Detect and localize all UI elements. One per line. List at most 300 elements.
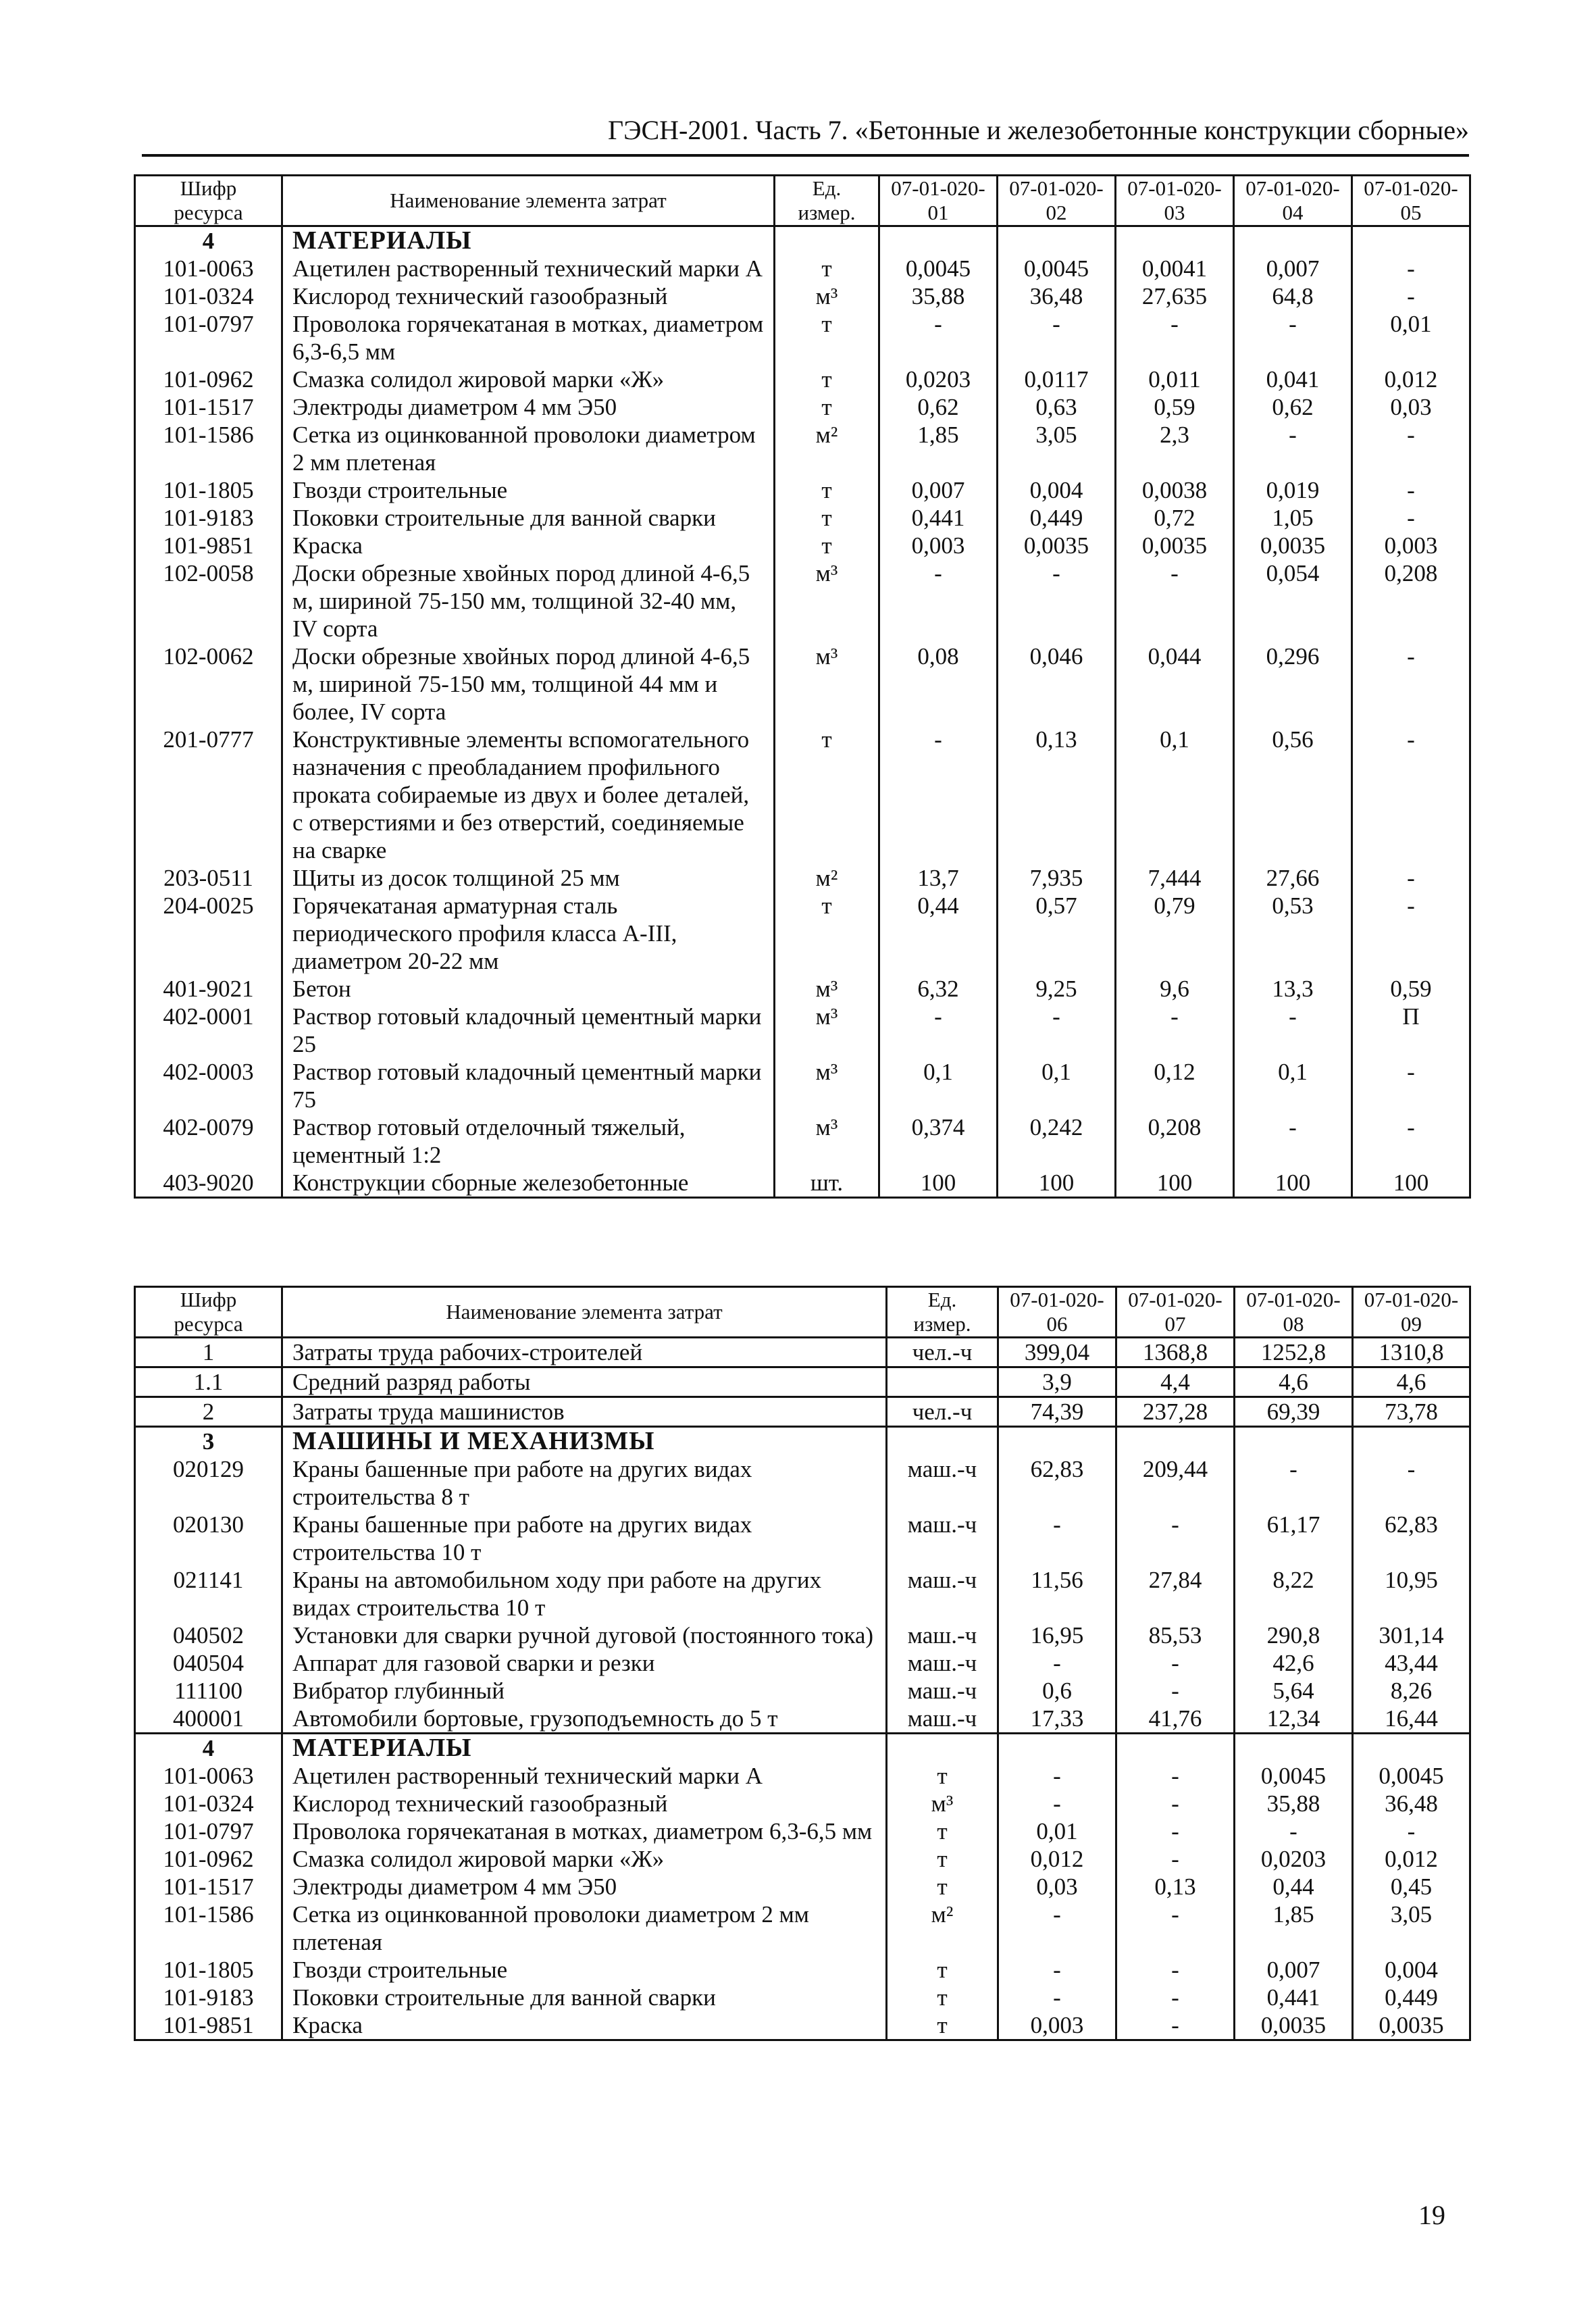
- page-number: 19: [1418, 2200, 1445, 2230]
- value-cell: 41,76: [1116, 1705, 1235, 1734]
- value-cell: 0,44: [1235, 1873, 1353, 1901]
- value-cell: 100: [1352, 1169, 1470, 1198]
- table-row: [135, 1058, 1470, 1113]
- value-cell: 0,012: [1353, 1845, 1470, 1873]
- table-row: [135, 1817, 1470, 1845]
- header-col-8: 07-01-020-08: [1235, 1287, 1353, 1338]
- value-cell: 35,88: [879, 282, 998, 310]
- value-cell: -: [879, 559, 998, 643]
- unit-cell: м²: [887, 1901, 998, 1956]
- element-name-cell: Средний разряд работы: [282, 1367, 887, 1397]
- element-name-cell: Затраты труда рабочих-строителей: [282, 1338, 887, 1367]
- value-cell: 0,041: [1234, 366, 1352, 393]
- resource-code-cell: 3: [135, 1427, 282, 1456]
- resource-code-cell: 111100: [135, 1677, 282, 1705]
- resource-code-cell: 401-9021: [135, 975, 282, 1003]
- element-name-cell: Краска: [282, 532, 775, 559]
- element-name-cell: Аппарат для газовой сварки и резки: [282, 1649, 887, 1677]
- unit-cell: шт.: [775, 1169, 879, 1198]
- value-cell: -: [879, 1003, 998, 1058]
- value-cell: 0,72: [1116, 504, 1234, 532]
- unit-cell: м³: [775, 559, 879, 643]
- value-cell: [1353, 1734, 1470, 1763]
- resource-code-cell: 101-0063: [135, 1762, 282, 1790]
- header-col-6: 07-01-020-06: [998, 1287, 1116, 1338]
- table-row: [135, 1984, 1470, 2011]
- value-cell: 1,85: [1235, 1901, 1353, 1956]
- element-name-cell: МАТЕРИАЛЫ: [282, 1734, 887, 1763]
- element-name-cell: Электроды диаметром 4 мм Э50: [282, 393, 775, 421]
- table-row: [135, 1677, 1470, 1705]
- value-cell: 17,33: [998, 1705, 1116, 1734]
- element-name-cell: Раствор готовый кладочный цементный марки 75: [282, 1058, 775, 1113]
- element-name-cell: Проволока горячекатаная в мотках, диаметром 6,3-6,5 мм: [282, 1817, 887, 1845]
- value-cell: -: [1353, 1455, 1470, 1511]
- unit-cell: м³: [887, 1790, 998, 1817]
- value-cell: 13,7: [879, 864, 998, 892]
- value-cell: 0,08: [879, 643, 998, 726]
- value-cell: 209,44: [1116, 1455, 1235, 1511]
- table-row: [135, 864, 1470, 892]
- unit-cell: т: [887, 1762, 998, 1790]
- header-col-5: 07-01-020-05: [1352, 176, 1470, 226]
- value-cell: 3,05: [998, 421, 1116, 476]
- table-row: [135, 1003, 1470, 1058]
- value-cell: 0,13: [998, 726, 1116, 864]
- resource-code-cell: 102-0062: [135, 643, 282, 726]
- resource-code-cell: 1.1: [135, 1367, 282, 1397]
- value-cell: [1116, 1427, 1235, 1456]
- table-row: [135, 1705, 1470, 1734]
- element-name-cell: Краны башенные при работе на других видах строительства 8 т: [282, 1455, 887, 1511]
- unit-cell: маш.-ч: [887, 1455, 998, 1511]
- value-cell: 0,44: [879, 892, 998, 975]
- value-cell: 0,0035: [1235, 2011, 1353, 2040]
- table-row: [135, 892, 1470, 975]
- value-cell: -: [1352, 864, 1470, 892]
- value-cell: 11,56: [998, 1566, 1116, 1621]
- header-col-2: 07-01-020-02: [998, 176, 1116, 226]
- table-row: [135, 1455, 1470, 1511]
- unit-cell: м²: [775, 421, 879, 476]
- header-col-9: 07-01-020-09: [1353, 1287, 1470, 1338]
- element-name-cell: Конструктивные элементы вспомогательного назначения с преобладанием профильного проката собираемые из двух и более деталей, с отверстиями и без отверстий, соединяемые на сварке: [282, 726, 775, 864]
- element-name-cell: Смазка солидол жировой марки «Ж»: [282, 366, 775, 393]
- resource-code-cell: 101-1805: [135, 1956, 282, 1984]
- value-cell: [1234, 226, 1352, 255]
- value-cell: 237,28: [1116, 1397, 1235, 1427]
- unit-cell: маш.-ч: [887, 1677, 998, 1705]
- value-cell: 35,88: [1235, 1790, 1353, 1817]
- table-row: [135, 421, 1470, 476]
- element-name-cell: Доски обрезные хвойных пород длиной 4-6,5 м, шириной 75-150 мм, толщиной 44 мм и более, IV сорта: [282, 643, 775, 726]
- value-cell: 0,003: [1352, 532, 1470, 559]
- value-cell: -: [1116, 1649, 1235, 1677]
- value-cell: 0,56: [1234, 726, 1352, 864]
- value-cell: 0,208: [1116, 1113, 1234, 1169]
- value-cell: 12,34: [1235, 1705, 1353, 1734]
- element-name-cell: Щиты из досок толщиной 25 мм: [282, 864, 775, 892]
- unit-cell: т: [775, 726, 879, 864]
- value-cell: 0,012: [1352, 366, 1470, 393]
- value-cell: 0,0035: [998, 532, 1116, 559]
- value-cell: -: [1116, 559, 1234, 643]
- value-cell: 0,0035: [1234, 532, 1352, 559]
- unit-cell: т: [775, 892, 879, 975]
- element-name-cell: Сетка из оцинкованной проволоки диаметром 2 мм плетеная: [282, 1901, 887, 1956]
- unit-cell: т: [775, 532, 879, 559]
- value-cell: -: [1353, 1817, 1470, 1845]
- value-cell: -: [1116, 1790, 1235, 1817]
- unit-cell: т: [887, 1845, 998, 1873]
- value-cell: -: [1234, 1003, 1352, 1058]
- element-name-cell: Вибратор глубинный: [282, 1677, 887, 1705]
- value-cell: 0,0041: [1116, 255, 1234, 282]
- element-name-cell: Кислород технический газообразный: [282, 1790, 887, 1817]
- table-row: [135, 255, 1470, 282]
- value-cell: 0,007: [879, 476, 998, 504]
- table-row: [135, 1845, 1470, 1873]
- element-name-cell: Раствор готовый кладочный цементный марки 25: [282, 1003, 775, 1058]
- value-cell: 42,6: [1235, 1649, 1353, 1677]
- resource-code-cell: 101-0797: [135, 310, 282, 366]
- value-cell: 0,45: [1353, 1873, 1470, 1901]
- resource-code-cell: 102-0058: [135, 559, 282, 643]
- value-cell: 7,444: [1116, 864, 1234, 892]
- value-cell: 0,007: [1235, 1956, 1353, 1984]
- value-cell: 1,05: [1234, 504, 1352, 532]
- unit-cell: т: [887, 2011, 998, 2040]
- value-cell: -: [998, 1790, 1116, 1817]
- header-col-1: 07-01-020-01: [879, 176, 998, 226]
- table-row: [135, 393, 1470, 421]
- table-row: [135, 282, 1470, 310]
- table-row: [135, 366, 1470, 393]
- resource-code-cell: 402-0001: [135, 1003, 282, 1058]
- value-cell: 100: [998, 1169, 1116, 1198]
- value-cell: [1235, 1427, 1353, 1456]
- resource-code-cell: 402-0003: [135, 1058, 282, 1113]
- value-cell: -: [1235, 1455, 1353, 1511]
- unit-cell: м³: [775, 282, 879, 310]
- unit-cell: [887, 1427, 998, 1456]
- value-cell: -: [1116, 1762, 1235, 1790]
- value-cell: 16,44: [1353, 1705, 1470, 1734]
- value-cell: 0,441: [1235, 1984, 1353, 2011]
- resource-code-cell: 101-0962: [135, 1845, 282, 1873]
- element-name-cell: Конструкции сборные железобетонные: [282, 1169, 775, 1198]
- value-cell: 2,3: [1116, 421, 1234, 476]
- page-header: [142, 114, 1469, 157]
- value-cell: -: [1116, 1817, 1235, 1845]
- value-cell: 5,64: [1235, 1677, 1353, 1705]
- value-cell: -: [1116, 1845, 1235, 1873]
- table-row: [135, 1397, 1470, 1427]
- value-cell: 36,48: [1353, 1790, 1470, 1817]
- resource-code-cell: 204-0025: [135, 892, 282, 975]
- unit-cell: м³: [775, 1058, 879, 1113]
- value-cell: 0,01: [1352, 310, 1470, 366]
- unit-cell: [887, 1367, 998, 1397]
- section-row: [135, 1427, 1470, 1456]
- value-cell: 100: [879, 1169, 998, 1198]
- unit-cell: т: [775, 476, 879, 504]
- value-cell: 1368,8: [1116, 1338, 1235, 1367]
- value-cell: 0,03: [1352, 393, 1470, 421]
- element-name-cell: Краны башенные при работе на других видах строительства 10 т: [282, 1511, 887, 1566]
- value-cell: 0,374: [879, 1113, 998, 1169]
- element-name-cell: Бетон: [282, 975, 775, 1003]
- value-cell: -: [1352, 643, 1470, 726]
- value-cell: 8,22: [1235, 1566, 1353, 1621]
- value-cell: 0,0045: [1235, 1762, 1353, 1790]
- header-name: Наименование элемента затрат: [282, 176, 775, 226]
- header-unit: Ед. измер.: [887, 1287, 998, 1338]
- value-cell: -: [1116, 1677, 1235, 1705]
- value-cell: 0,449: [1353, 1984, 1470, 2011]
- value-cell: 0,0045: [879, 255, 998, 282]
- unit-cell: маш.-ч: [887, 1566, 998, 1621]
- unit-cell: чел.-ч: [887, 1397, 998, 1427]
- value-cell: -: [1352, 1058, 1470, 1113]
- value-cell: 0,12: [1116, 1058, 1234, 1113]
- resource-code-cell: 403-9020: [135, 1169, 282, 1198]
- element-name-cell: Краны на автомобильном ходу при работе на других видах строительства 10 т: [282, 1566, 887, 1621]
- value-cell: 0,57: [998, 892, 1116, 975]
- value-cell: 0,004: [998, 476, 1116, 504]
- value-cell: -: [1235, 1817, 1353, 1845]
- value-cell: 0,012: [998, 1845, 1116, 1873]
- element-name-cell: Ацетилен растворенный технический марки А: [282, 255, 775, 282]
- resource-code-cell: 101-1517: [135, 1873, 282, 1901]
- header-col-3: 07-01-020-03: [1116, 176, 1234, 226]
- value-cell: 3,9: [998, 1367, 1116, 1397]
- value-cell: -: [998, 1762, 1116, 1790]
- unit-cell: [775, 226, 879, 255]
- unit-cell: маш.-ч: [887, 1649, 998, 1677]
- value-cell: 0,004: [1353, 1956, 1470, 1984]
- table-row: [135, 975, 1470, 1003]
- element-name-cell: Доски обрезные хвойных пород длиной 4-6,5 м, шириной 75-150 мм, толщиной 32-40 мм, IV сорта: [282, 559, 775, 643]
- resource-table-1: [134, 174, 1471, 1199]
- value-cell: 0,007: [1234, 255, 1352, 282]
- value-cell: 0,046: [998, 643, 1116, 726]
- value-cell: -: [998, 1901, 1116, 1956]
- header-col-4: 07-01-020-04: [1234, 176, 1352, 226]
- table-row: [135, 1956, 1470, 1984]
- value-cell: 0,208: [1352, 559, 1470, 643]
- value-cell: [879, 226, 998, 255]
- value-cell: -: [998, 310, 1116, 366]
- value-cell: 1,85: [879, 421, 998, 476]
- unit-cell: т: [775, 393, 879, 421]
- document-title: ГЭСН-2001. Часть 7. «Бетонные и железобетонные конструкции сборные»: [607, 115, 1469, 145]
- table-row: [135, 1649, 1470, 1677]
- header-unit: Ед. измер.: [775, 176, 879, 226]
- resource-code-cell: 101-1586: [135, 421, 282, 476]
- table-row: [135, 1367, 1470, 1397]
- table-row: [135, 726, 1470, 864]
- resource-code-cell: 101-0324: [135, 1790, 282, 1817]
- resource-code-cell: 021141: [135, 1566, 282, 1621]
- value-cell: -: [1352, 726, 1470, 864]
- value-cell: -: [1352, 504, 1470, 532]
- value-cell: 0,019: [1234, 476, 1352, 504]
- value-cell: 301,14: [1353, 1621, 1470, 1649]
- value-cell: [1116, 1734, 1235, 1763]
- value-cell: 0,59: [1352, 975, 1470, 1003]
- resource-code-cell: 101-9851: [135, 2011, 282, 2040]
- value-cell: -: [1352, 1113, 1470, 1169]
- value-cell: -: [1352, 421, 1470, 476]
- value-cell: 0,003: [998, 2011, 1116, 2040]
- value-cell: -: [998, 1649, 1116, 1677]
- value-cell: -: [998, 559, 1116, 643]
- value-cell: [998, 226, 1116, 255]
- unit-cell: маш.-ч: [887, 1705, 998, 1734]
- value-cell: 0,01: [998, 1817, 1116, 1845]
- value-cell: 9,25: [998, 975, 1116, 1003]
- value-cell: 0,1: [1116, 726, 1234, 864]
- header-code: Шифр ресурса: [135, 1287, 282, 1338]
- resource-code-cell: 020129: [135, 1455, 282, 1511]
- value-cell: -: [1352, 892, 1470, 975]
- value-cell: 0,0117: [998, 366, 1116, 393]
- value-cell: -: [1234, 421, 1352, 476]
- element-name-cell: Кислород технический газообразный: [282, 282, 775, 310]
- value-cell: 1252,8: [1235, 1338, 1353, 1367]
- resource-code-cell: 201-0777: [135, 726, 282, 864]
- value-cell: -: [1352, 255, 1470, 282]
- value-cell: 73,78: [1353, 1397, 1470, 1427]
- value-cell: -: [1234, 310, 1352, 366]
- resource-code-cell: 402-0079: [135, 1113, 282, 1169]
- value-cell: 0,03: [998, 1873, 1116, 1901]
- value-cell: -: [998, 1511, 1116, 1566]
- value-cell: 64,8: [1234, 282, 1352, 310]
- value-cell: -: [998, 1956, 1116, 1984]
- element-name-cell: Проволока горячекатаная в мотках, диаметром 6,3-6,5 мм: [282, 310, 775, 366]
- resource-code-cell: 101-1517: [135, 393, 282, 421]
- resource-code-cell: 101-9851: [135, 532, 282, 559]
- value-cell: 0,59: [1116, 393, 1234, 421]
- value-cell: -: [1352, 476, 1470, 504]
- value-cell: 85,53: [1116, 1621, 1235, 1649]
- value-cell: 0,449: [998, 504, 1116, 532]
- table-row: [135, 1338, 1470, 1367]
- value-cell: 7,935: [998, 864, 1116, 892]
- value-cell: -: [879, 726, 998, 864]
- unit-cell: т: [887, 1956, 998, 1984]
- resource-code-cell: 101-0797: [135, 1817, 282, 1845]
- table-row: [135, 532, 1470, 559]
- value-cell: 8,26: [1353, 1677, 1470, 1705]
- table-row: [135, 1901, 1470, 1956]
- value-cell: -: [1116, 1003, 1234, 1058]
- value-cell: -: [879, 310, 998, 366]
- value-cell: 62,83: [1353, 1511, 1470, 1566]
- table-row: [135, 1790, 1470, 1817]
- element-name-cell: Установки для сварки ручной дуговой (постоянного тока): [282, 1621, 887, 1649]
- value-cell: 100: [1116, 1169, 1234, 1198]
- value-cell: 36,48: [998, 282, 1116, 310]
- value-cell: 0,003: [879, 532, 998, 559]
- value-cell: 6,32: [879, 975, 998, 1003]
- table-row: [135, 476, 1470, 504]
- unit-cell: м³: [775, 975, 879, 1003]
- value-cell: 0,79: [1116, 892, 1234, 975]
- value-cell: 9,6: [1116, 975, 1234, 1003]
- value-cell: -: [1234, 1113, 1352, 1169]
- value-cell: 0,63: [998, 393, 1116, 421]
- resource-code-cell: 101-0324: [135, 282, 282, 310]
- section-row: [135, 1734, 1470, 1763]
- value-cell: 13,3: [1234, 975, 1352, 1003]
- value-cell: [998, 1427, 1116, 1456]
- table-row: [135, 1566, 1470, 1621]
- resource-code-cell: 040502: [135, 1621, 282, 1649]
- value-cell: 3,05: [1353, 1901, 1470, 1956]
- element-name-cell: Автомобили бортовые, грузоподъемность до 5 т: [282, 1705, 887, 1734]
- resource-code-cell: 101-9183: [135, 1984, 282, 2011]
- value-cell: 0,62: [879, 393, 998, 421]
- resource-code-cell: 2: [135, 1397, 282, 1427]
- element-name-cell: Гвозди строительные: [282, 1956, 887, 1984]
- unit-cell: т: [775, 366, 879, 393]
- table-row: [135, 1511, 1470, 1566]
- value-cell: 0,242: [998, 1113, 1116, 1169]
- value-cell: 0,62: [1234, 393, 1352, 421]
- value-cell: -: [998, 1003, 1116, 1058]
- resource-code-cell: 101-1586: [135, 1901, 282, 1956]
- unit-cell: маш.-ч: [887, 1621, 998, 1649]
- table-row: [135, 1169, 1470, 1198]
- table-row: [135, 1762, 1470, 1790]
- resource-code-cell: 101-1805: [135, 476, 282, 504]
- value-cell: -: [1116, 1901, 1235, 1956]
- value-cell: 0,0203: [1235, 1845, 1353, 1873]
- table-row: [135, 1113, 1470, 1169]
- resource-code-cell: 101-0962: [135, 366, 282, 393]
- table-row: [135, 1621, 1470, 1649]
- value-cell: 100: [1234, 1169, 1352, 1198]
- value-cell: [998, 1734, 1116, 1763]
- value-cell: 16,95: [998, 1621, 1116, 1649]
- value-cell: 0,6: [998, 1677, 1116, 1705]
- value-cell: 69,39: [1235, 1397, 1353, 1427]
- value-cell: 0,0035: [1116, 532, 1234, 559]
- value-cell: 0,13: [1116, 1873, 1235, 1901]
- unit-cell: т: [775, 255, 879, 282]
- unit-cell: м²: [775, 864, 879, 892]
- resource-code-cell: 4: [135, 226, 282, 255]
- value-cell: 4,6: [1353, 1367, 1470, 1397]
- value-cell: 290,8: [1235, 1621, 1353, 1649]
- value-cell: 0,0045: [998, 255, 1116, 282]
- resource-table-2: [134, 1286, 1471, 2041]
- value-cell: -: [998, 1984, 1116, 2011]
- value-cell: 43,44: [1353, 1649, 1470, 1677]
- value-cell: -: [1352, 282, 1470, 310]
- header-col-7: 07-01-020-07: [1116, 1287, 1235, 1338]
- element-name-cell: Краска: [282, 2011, 887, 2040]
- value-cell: 0,044: [1116, 643, 1234, 726]
- value-cell: 0,1: [1234, 1058, 1352, 1113]
- value-cell: 61,17: [1235, 1511, 1353, 1566]
- element-name-cell: Горячекатаная арматурная сталь периодического профиля класса A-III, диаметром 20-22 мм: [282, 892, 775, 975]
- element-name-cell: Ацетилен растворенный технический марки А: [282, 1762, 887, 1790]
- resource-code-cell: 203-0511: [135, 864, 282, 892]
